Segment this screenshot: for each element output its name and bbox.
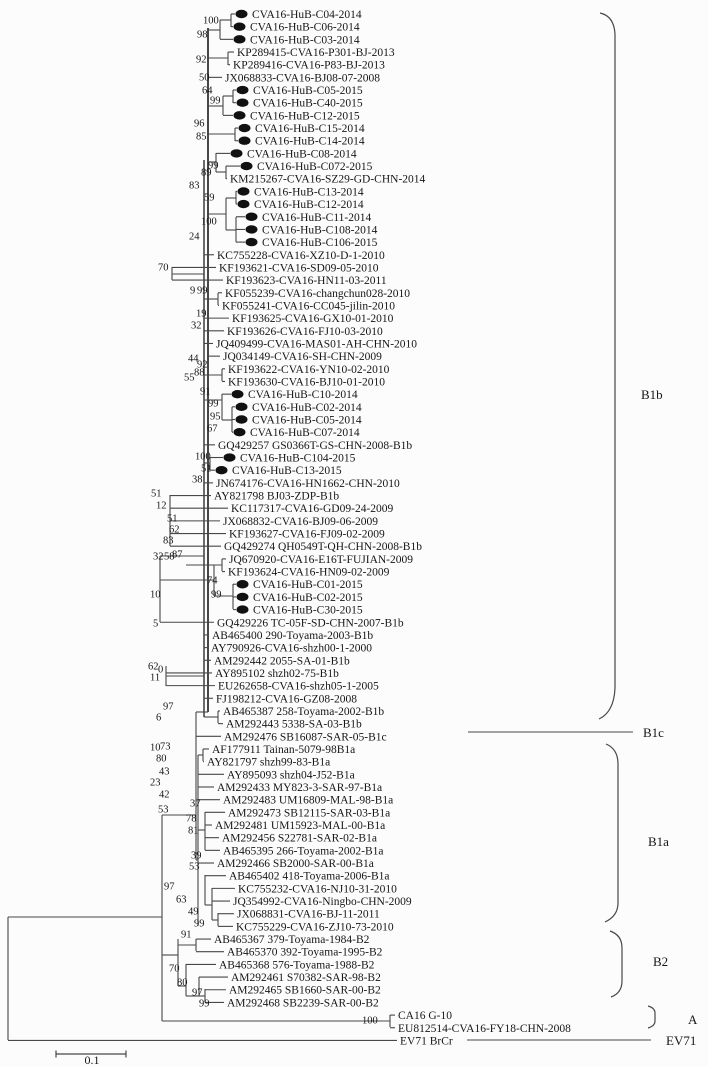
taxon-label: CVA16-HuB-C40-2015 <box>253 97 363 110</box>
bootstrap-value: 92 <box>197 359 208 371</box>
taxon-label: CVA16-HuB-C02-2014 <box>252 401 362 414</box>
bootstrap-value: 67 <box>207 423 218 435</box>
bootstrap-value: 92 <box>196 54 207 66</box>
taxon-label: AB465370 392-Toyama-1995-B2 <box>227 946 383 959</box>
bootstrap-value: 100 <box>201 216 217 228</box>
strain-marker-dot <box>216 466 228 474</box>
strain-marker-dot <box>236 10 248 18</box>
taxon-label: KF193630-CVA16-BJ10-01-2010 <box>228 376 385 389</box>
bootstrap-value: 99 <box>208 160 219 172</box>
bootstrap-value: 63 <box>176 894 187 906</box>
strain-marker-dot <box>231 149 243 157</box>
bootstrap-value: 99 <box>197 285 208 297</box>
bootstrap-value: 62 <box>169 524 180 536</box>
taxon-label: CVA16-HuB-C04-2014 <box>252 9 362 21</box>
bootstrap-value: 97 <box>164 881 175 893</box>
taxon-label: AM292473 SB12115-SAR-03-B1a <box>228 807 391 820</box>
bootstrap-value: 99 <box>199 998 210 1010</box>
taxon-label: GQ429226 TC-05F-SD-CHN-2007-B1b <box>217 617 404 630</box>
taxon-label: KC755228-CVA16-XZ10-D-1-2010 <box>217 249 385 262</box>
taxon-label: CVA16-HuB-C06-2014 <box>250 21 360 34</box>
bootstrap-value: 0 <box>158 664 164 676</box>
bootstrap-value: 99 <box>194 918 205 930</box>
taxon-label: AB465402 418-Toyama-2006-B1a <box>229 870 390 883</box>
taxon-label: KF193626-CVA16-FJ10-03-2010 <box>227 325 383 338</box>
taxon-label: AB465400 290-Toyama-2003-B1b <box>212 629 374 642</box>
taxon-label: CVA16-HuB-C108-2014 <box>262 224 378 237</box>
taxon-label: KP289416-CVA16-P83-BJ-2013 <box>233 59 385 72</box>
bootstrap-value: 70 <box>158 262 169 274</box>
bootstrap-value: 83 <box>163 535 174 547</box>
bootstrap-value: 99 <box>210 95 221 107</box>
bootstrap-value: 37 <box>190 798 201 810</box>
strain-marker-dot <box>238 187 250 195</box>
taxon-label: CVA16-HuB-C02-2015 <box>253 591 363 604</box>
bootstrap-value: 78 <box>186 813 197 825</box>
taxon-label: KC755229-CVA16-ZJ10-73-2010 <box>236 921 394 934</box>
taxon-label: AB465395 266-Toyama-2002-B1a <box>223 845 384 858</box>
taxon-label: CVA16-HuB-C13-2014 <box>254 186 364 199</box>
clade-bracket <box>610 931 622 997</box>
strain-marker-dot <box>234 22 246 30</box>
strain-marker-dot <box>241 162 253 170</box>
bootstrap-value: 87 <box>172 549 183 561</box>
scale-bar-label: 0.1 <box>84 1053 100 1066</box>
strain-marker-dot <box>237 605 249 613</box>
bootstrap-value: 53 <box>158 804 169 816</box>
taxon-label: AM292466 SB2000-SAR-00-B1a <box>217 858 374 871</box>
bootstrap-value: 43 <box>159 766 170 778</box>
bootstrap-value: 44 <box>188 353 199 365</box>
taxon-label: KC117317-CVA16-GD09-24-2009 <box>231 503 394 516</box>
taxon-label: EV71 BrCr <box>400 1035 453 1048</box>
taxon-label: AB465368 576-Toyama-1988-B2 <box>219 959 375 972</box>
bootstrap-value: 32 <box>191 320 202 332</box>
taxon-label: AY790926-CVA16-shzh00-1-2000 <box>211 642 372 655</box>
bootstrap-value: 32 <box>153 551 164 563</box>
bootstrap-value: 51 <box>201 463 212 475</box>
taxon-label: CVA16-HuB-C08-2014 <box>247 148 357 161</box>
strain-marker-dot <box>239 137 251 145</box>
strain-marker-dot <box>234 428 246 436</box>
bootstrap-value: 42 <box>159 789 170 801</box>
bootstrap-value: 51 <box>151 488 162 500</box>
taxon-label: AM292456 S22781-SAR-02-B1a <box>222 832 377 845</box>
bootstrap-value: 99 <box>208 398 219 410</box>
strain-marker-dot <box>236 403 248 411</box>
strain-marker-dot <box>224 453 236 461</box>
taxon-label: CVA16-HuB-C14-2014 <box>255 135 365 148</box>
strain-marker-dot <box>236 415 248 423</box>
taxon-label: AB465387 258-Toyama-2002-B1b <box>223 705 385 718</box>
taxon-label: FJ198212-CVA16-GZ08-2008 <box>216 693 357 706</box>
taxon-label: CVA16-HuB-C106-2015 <box>262 237 378 250</box>
taxon-label: CVA16-HuB-C07-2014 <box>250 427 360 440</box>
bootstrap-value: 95 <box>210 411 221 423</box>
taxon-label: AM292433 MY823-3-SAR-97-B1a <box>217 781 383 794</box>
clade-bracket <box>599 13 615 719</box>
taxon-label: AM292481 UM15923-MAL-00-B1a <box>215 820 386 833</box>
bootstrap-value: 62 <box>148 661 159 673</box>
bootstrap-value: 83 <box>189 180 200 192</box>
bootstrap-value: 96 <box>194 118 205 130</box>
strain-marker-dot <box>246 238 258 246</box>
bootstrap-value: 81 <box>188 825 199 837</box>
bootstrap-value: 5 <box>153 618 159 630</box>
taxon-label: CVA16-HuB-C13-2015 <box>232 465 342 478</box>
bootstrap-value: 53 <box>189 861 200 873</box>
taxon-label: CVA16-HuB-C072-2015 <box>257 161 373 174</box>
bootstrap-value: 64 <box>202 85 213 97</box>
bootstrap-value: 85 <box>196 131 207 143</box>
taxon-label: AB465367 379-Toyama-1984-B2 <box>214 934 370 947</box>
taxon-label: GQ429274 QH0549T-QH-CHN-2008-B1b <box>224 541 422 554</box>
clade-bracket <box>648 1006 655 1028</box>
taxon-label: AY821798 BJ03-ZDP-B1b <box>214 490 340 503</box>
bootstrap-value: 99 <box>211 589 222 601</box>
taxon-label: CA16 G-10 <box>398 1010 452 1023</box>
bootstrap-value: 38 <box>192 474 203 486</box>
taxon-label: AM292443 5338-SA-03-B1b <box>226 718 362 731</box>
clade-label: B1c <box>643 725 664 740</box>
taxon-label: CVA16-HuB-C10-2014 <box>248 389 358 402</box>
strain-marker-dot <box>246 213 258 221</box>
taxon-label: AM292465 SB1660-SAR-00-B2 <box>229 984 381 997</box>
taxon-label: KF193623-CVA16-HN11-03-2011 <box>226 275 387 288</box>
clade-label: A <box>688 1012 698 1027</box>
taxon-label: CVA16-HuB-C03-2014 <box>250 34 360 47</box>
taxon-label: EU262658-CVA16-shzh05-1-2005 <box>218 680 379 693</box>
strain-marker-dot <box>238 200 250 208</box>
strain-marker-dot <box>237 99 249 107</box>
clade-label: EV71 <box>666 1033 697 1048</box>
bootstrap-value: 39 <box>191 850 202 862</box>
taxon-label: KM215267-CVA16-SZ29-GD-CHN-2014 <box>230 173 426 186</box>
taxon-label: AM292461 S70382-SAR-98-B2 <box>231 972 381 985</box>
taxon-label: JQ354992-CVA16-Ningbo-CHN-2009 <box>233 896 412 909</box>
clade-bracket <box>605 744 618 922</box>
taxon-label: KF193622-CVA16-YN10-02-2010 <box>228 363 390 376</box>
taxon-label: JQ409499-CVA16-MAS01-AH-CHN-2010 <box>216 338 418 351</box>
taxon-label: JN674176-CVA16-HN1662-CHN-2010 <box>216 477 400 490</box>
bootstrap-value: 51 <box>167 513 178 525</box>
bootstrap-value: 6 <box>156 712 162 724</box>
bootstrap-value: 80 <box>177 977 188 989</box>
bootstrap-value: 100 <box>362 1015 378 1027</box>
bootstrap-value: 100 <box>195 451 211 463</box>
taxon-label: KF193625-CVA16-GX10-01-2010 <box>232 313 394 326</box>
bootstrap-value: 24 <box>189 231 200 243</box>
strain-marker-dot <box>234 111 246 119</box>
taxon-label: AF177911 Tainan-5079-98B1a <box>212 743 356 756</box>
bootstrap-value: 10 <box>150 742 161 754</box>
taxon-label: CVA16-HuB-C01-2015 <box>253 579 363 592</box>
taxon-label: JX068833-CVA16-BJ08-07-2008 <box>225 72 381 85</box>
strain-marker-dot <box>246 225 258 233</box>
strain-marker-dot <box>237 86 249 94</box>
taxon-label: AM292483 UM16809-MAL-98-B1a <box>223 794 394 807</box>
bootstrap-value: 97 <box>192 987 203 999</box>
bootstrap-value: 70 <box>169 963 180 975</box>
taxon-label: CVA16-HuB-C104-2015 <box>240 452 356 465</box>
bootstrap-value: 58 <box>164 551 175 563</box>
clade-label: B2 <box>653 954 669 969</box>
bootstrap-value: 59 <box>204 192 215 204</box>
taxon-label: AY821797 shzh99-83-B1a <box>207 756 331 769</box>
taxon-label: JX068831-CVA16-BJ-11-2011 <box>237 908 380 921</box>
bootstrap-value: 73 <box>160 741 171 753</box>
bootstrap-value: 50 <box>199 72 210 84</box>
bootstrap-value: 91 <box>200 386 211 398</box>
taxon-label: KF193621-CVA16-SD09-05-2010 <box>219 262 379 275</box>
taxon-label: CVA16-HuB-C11-2014 <box>262 211 372 224</box>
taxon-label: CVA16-HuB-C05-2015 <box>253 85 363 98</box>
taxon-label: KC755232-CVA16-NJ10-31-2010 <box>238 883 397 896</box>
bootstrap-value: 97 <box>163 701 174 713</box>
taxon-label: CVA16-HuB-C05-2014 <box>252 414 362 427</box>
taxon-label: CVA16-HuB-C12-2015 <box>250 110 360 123</box>
taxon-label: EU812514-CVA16-FY18-CHN-2008 <box>398 1022 571 1035</box>
bootstrap-value: 23 <box>150 777 161 789</box>
bootstrap-value: 10 <box>150 589 161 601</box>
bootstrap-value: 74 <box>207 575 218 587</box>
bootstrap-value: 12 <box>156 500 167 512</box>
bootstrap-value: 49 <box>188 906 199 918</box>
taxon-label: AM292476 SB16087-SAR-05-B1c <box>224 731 387 744</box>
strain-marker-dot <box>237 580 249 588</box>
taxon-label: KF055241-CVA16-CC045-jilin-2010 <box>222 300 395 313</box>
bootstrap-value: 9 <box>190 285 196 297</box>
clade-label: B1a <box>648 834 669 849</box>
taxon-label: JQ670920-CVA16-E16T-FUJIAN-2009 <box>229 553 414 566</box>
strain-marker-dot <box>234 35 246 43</box>
taxon-label: CVA16-HuB-C15-2014 <box>255 123 365 136</box>
bootstrap-value: 89 <box>201 167 212 179</box>
taxon-label: KP289415-CVA16-P301-BJ-2013 <box>237 47 395 60</box>
strain-marker-dot <box>237 593 249 601</box>
taxon-label: KF193627-CVA16-FJ09-02-2009 <box>229 528 385 541</box>
bootstrap-value: 80 <box>156 753 167 765</box>
strain-marker-dot <box>232 390 244 398</box>
taxon-label: JX068832-CVA16-BJ09-06-2009 <box>223 515 379 528</box>
taxon-label: KF193624-CVA16-HN09-02-2009 <box>228 566 390 579</box>
taxon-label: KF055239-CVA16-changchun028-2010 <box>225 287 411 300</box>
clade-label: B1b <box>641 387 663 402</box>
taxon-label: CVA16-HuB-C30-2015 <box>253 604 363 617</box>
strain-marker-dot <box>239 124 251 132</box>
bootstrap-value: 55 <box>184 372 195 384</box>
taxon-label: CVA16-HuB-C12-2014 <box>254 199 364 212</box>
taxon-label: AY895093 shzh04-J52-B1a <box>227 769 355 782</box>
taxon-label: AM292442 2055-SA-01-B1b <box>214 655 350 668</box>
taxon-label: JQ034149-CVA16-SH-CHN-2009 <box>223 351 382 364</box>
bootstrap-value: 19 <box>196 308 207 320</box>
taxon-label: AM292468 SB2239-SAR-00-B2 <box>227 997 379 1010</box>
bootstrap-value: 88 <box>194 367 205 379</box>
taxon-label: GQ429257 GS0366T-GS-CHN-2008-B1b <box>218 439 413 452</box>
bootstrap-value: 98 <box>197 29 208 41</box>
bootstrap-value: 100 <box>203 15 219 27</box>
bootstrap-value: 91 <box>181 929 192 941</box>
bootstrap-value: 11 <box>150 672 161 684</box>
taxon-label: AY895102 shzh02-75-B1b <box>215 667 339 680</box>
